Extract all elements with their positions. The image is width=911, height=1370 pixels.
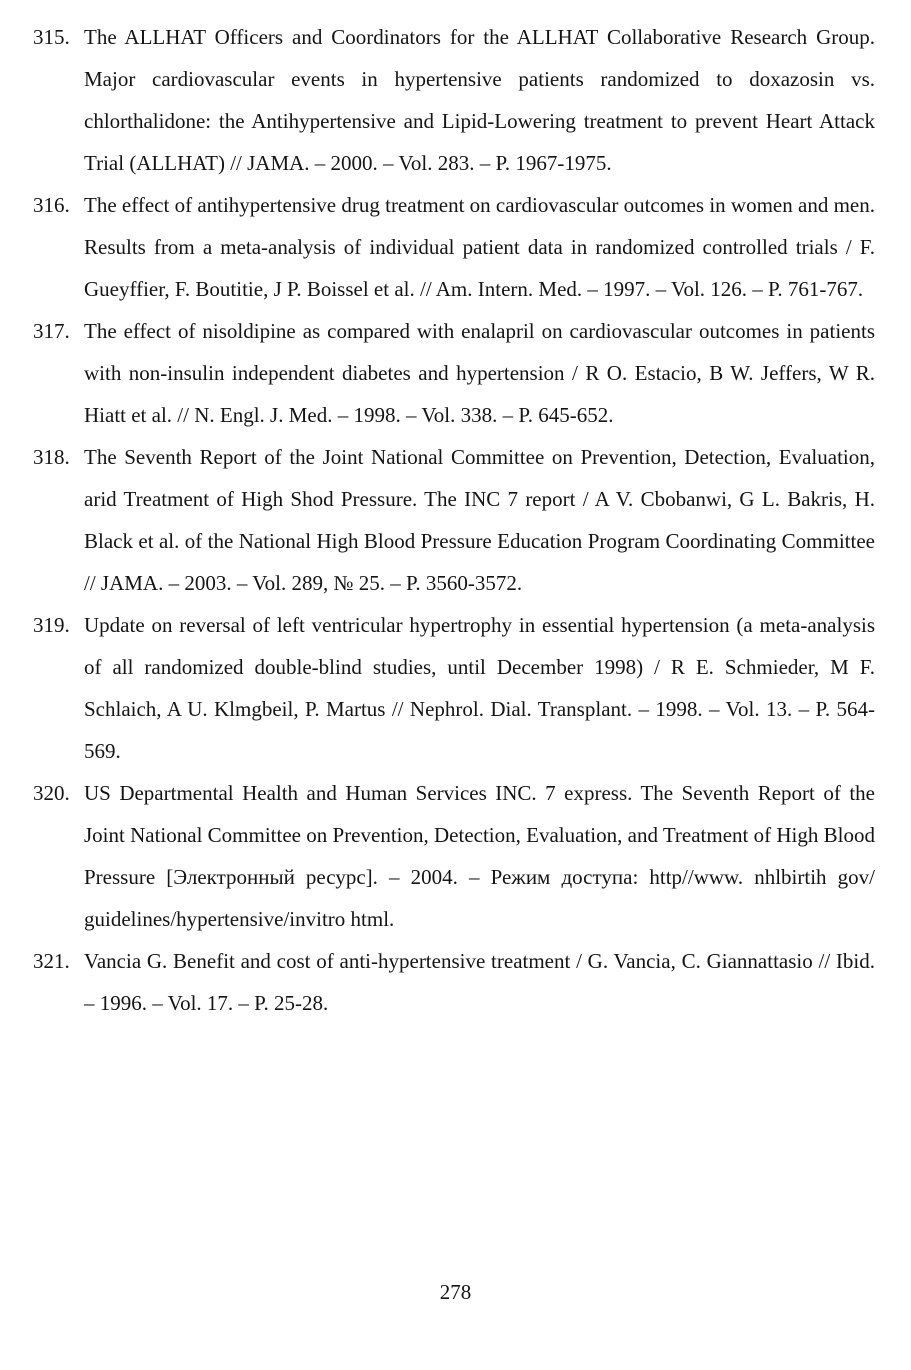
reference-item-320 bbox=[33, 772, 875, 940]
reference-number: 319. bbox=[33, 613, 70, 637]
reference-text: The ALLHAT Officers and Coordinators for the ALLHAT Collaborative Research Group. Major cardiovascular events in hypertensive patients randomized to doxazosin vs. chlorthalidone: the Antihypertensive and Lipid-Lowering treatment to prevent Heart Attack Trial (ALLHAT) // JAMA. – 2000. – Vol. 283. – P. 1967-1975. bbox=[84, 25, 875, 175]
reference-item-315 bbox=[33, 16, 875, 184]
reference-list bbox=[33, 16, 875, 1024]
reference-item-318 bbox=[33, 436, 875, 604]
reference-number: 316. bbox=[33, 193, 70, 217]
reference-text: The Seventh Report of the Joint National Committee on Prevention, Detection, Evaluation, arid Treatment of High Shod Pressure. The INC 7 report / A V. Cbobanwi, G L. Bakris, H. Black et al. of the National High Blood Pressure Education Program Coordinating Committee // JAMA. – 2003. – Vol. 289, № 25. – P. 3560-3572. bbox=[84, 445, 875, 595]
page-number: 278 bbox=[439, 1280, 472, 1304]
reference-number: 321. bbox=[33, 949, 70, 973]
reference-item-321 bbox=[33, 940, 875, 1024]
reference-text: The effect of nisoldipine as compared with enalapril on cardiovascular outcomes in patients with non-insulin independent diabetes and hypertension / R O. Estacio, B W. Jeffers, W R. Hiatt et al. // N. Engl. J. Med. – 1998. – Vol. 338. – P. 645-652. bbox=[84, 319, 875, 427]
reference-text: US Departmental Health and Human Services INC. 7 express. The Seventh Report of the Joint National Committee on Prevention, Detection, Evaluation, and Treatment of High Blood Pressure [Электронный ресурс]. – 2004. – Режим доступа: http//www. nhlbirtih gov/ guidelines/hypertensive/invitro html. bbox=[84, 781, 875, 931]
reference-number: 315. bbox=[33, 25, 70, 49]
reference-text: Update on reversal of left ventricular hypertrophy in essential hypertension (a meta-analysis of all randomized double-blind studies, until December 1998) / R E. Schmieder, M F. Schlaich, A U. Klmgbeil, P. Martus // Nephrol. Dial. Transplant. – 1998. – Vol. 13. – P. 564-569. bbox=[84, 613, 875, 763]
reference-item-319 bbox=[33, 604, 875, 772]
reference-item-317 bbox=[33, 310, 875, 436]
reference-number: 317. bbox=[33, 319, 70, 343]
reference-text: The effect of antihypertensive drug treatment on cardiovascular outcomes in women and men. Results from a meta-analysis of individual patient data in randomized controlled trials / F. Gueyffier, F. Boutitie, J P. Boissel et al. // Am. Intern. Med. – 1997. – Vol. 126. – P. 761-767. bbox=[84, 193, 875, 301]
reference-number: 320. bbox=[33, 781, 70, 805]
reference-item-316 bbox=[33, 184, 875, 310]
reference-number: 318. bbox=[33, 445, 70, 469]
reference-text: Vancia G. Benefit and cost of anti-hypertensive treatment / G. Vancia, C. Giannattasio // Ibid. – 1996. – Vol. 17. – P. 25-28. bbox=[84, 949, 875, 1015]
